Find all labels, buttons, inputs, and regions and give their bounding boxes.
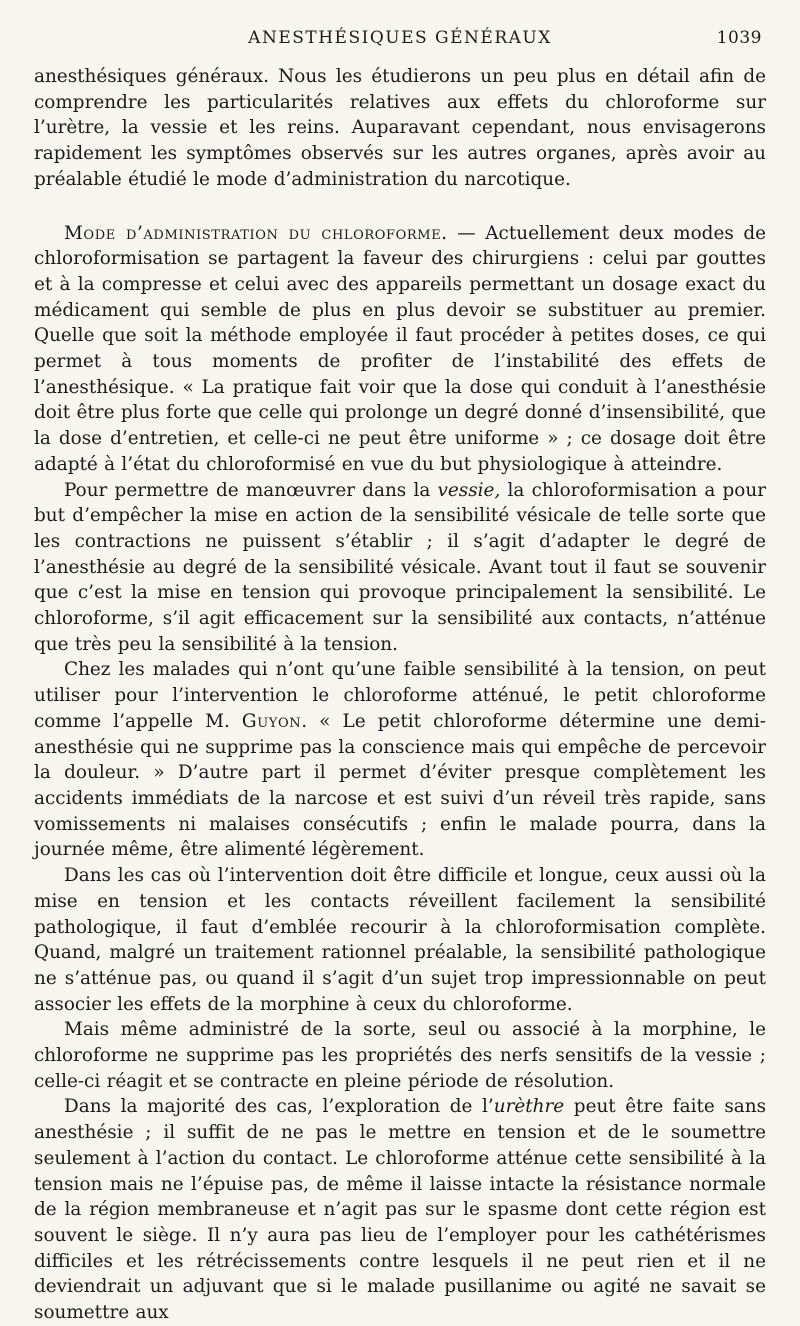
italic-term-urethre: urèthre <box>493 1096 565 1118</box>
paragraph-mode-administration <box>34 221 766 478</box>
paragraph-urethre <box>34 1094 766 1325</box>
paragraph-text: peut être faite sans anesthésie ; il suffit de ne pas le mettre en tension et de le soumettre seulement à l’action du contact. Le chloroforme atténue cette sensibilité à la tension mais ne l’épuise pas, de même il laisse intacte la résistance normale de la région membraneuse et n’agit pas sur le spasme dont cette région est souvent le siège. Il n’y aura pas lieu de l’employer pour les cathétérismes difficiles et les rétrécissements contre lesquels il ne peut rien et il ne deviendrait un adjuvant que si le malade pusillanime ou agité ne savait se soumettre aux <box>34 1096 767 1324</box>
paragraph-text: Pour permettre de manœuvrer dans la <box>64 479 438 501</box>
paragraph-continuation: anesthésiques généraux. Nous les étudierons un peu plus en détail afin de comprendre les particularités relatives aux effets du chloroforme sur l’urètre, la vessie et les reins. Auparavant cependant, nous envisagerons rapidement les symptômes observés sur les autres organes, après avoir au préalable étudié le mode d’administration du narcotique. <box>34 66 766 190</box>
running-header <box>34 28 766 54</box>
section-heading: Mode d’administration du chloroforme. <box>64 222 448 244</box>
page-number: 1039 <box>716 28 762 48</box>
paragraph-text: — Actuellement deux modes de chloroformisation se partagent la faveur des chirurgiens : celui par gouttes et à la compresse et celui avec des appareils permettant un dosage exact du médicament qui semble de plus en plus devoir se substituer au premier. Quelle que soit la méthode employée il faut procéder à petites doses, ce qui permet à tous moments de profiter de l’instabilité des effets de l’anesthésique. « La pratique fait voir que la dose qui conduit à l’anesthésie doit être plus forte que celle qui prolonge un degré donné d’insensibilité, que la dose d’entretien, et celle-ci ne peut être uniforme » ; ce dosage doit être adapté à l’état du chloroformisé en vue du but physiologique à atteindre. <box>34 222 766 475</box>
paragraph-text: . « Le petit chloroforme détermine une demi-anesthésie qui ne supprime pas la conscience mais qui empêche de percevoir la douleur. » D’autre part il permet d’éviter presque complètement les accidents immédiats de la narcose et est suivi d’un réveil très rapide, sans vomissements ni malaises consécutifs ; enfin le malade pourra, dans la journée même, être alimenté légèrement. <box>34 710 766 861</box>
paragraph-morphine: Mais même administré de la sorte, seul ou associé à la morphine, le chloroforme ne supprime pas les propriétés des nerfs sensitifs de la vessie ; celle-ci réagit et se contracte en pleine période de résolution. <box>34 1019 766 1092</box>
italic-term-vessie: vessie, <box>437 479 501 501</box>
running-title: ANESTHÉSIQUES GÉNÉRAUX <box>248 28 552 48</box>
author-name: Guyon <box>241 710 302 732</box>
section-divider <box>34 193 766 221</box>
paragraph-text: Chez les malades qui n’ont qu’une faible sensibilité à la tension, on peut utiliser pour l’intervention le chloroforme atténué, le petit chloroforme comme l’appelle M. <box>34 659 766 732</box>
page-body <box>34 64 766 1326</box>
paragraph-intervention-difficile: Dans les cas où l’intervention doit être difficile et longue, ceux aussi où la mise en tension et les contacts réveillent facilement la sensibilité pathologique, il faut d’emblée recourir à la chloroformisation complète. Quand, malgré un traitement rationnel préalable, la sensibilité pathologique ne s’atténue pas, ou quand il s’agit d’un sujet trop impressionnable on peut associer les effets de la morphine à ceux du chloroforme. <box>34 865 766 1015</box>
paragraph-vessie <box>34 478 766 658</box>
paragraph-petit-chloroforme <box>34 657 766 863</box>
paragraph-text: la chloroformisation a pour but d’empêcher la mise en action de la sensibilité vésicale de telle sorte que les contractions ne puissent s’établir ; il s’agit d’adapter le degré de l’anesthésie au degré de la sensibilité vésicale. Avant tout il faut se souvenir que c’est la mise en tension qui provoque principalement la sensibilité. Le chloroforme, s’il agit efficacement sur la sensibilité aux contacts, n’atténue que très peu la sensibilité à la tension. <box>34 479 767 655</box>
paragraph-text: Dans la majorité des cas, l’exploration de l’ <box>64 1096 494 1118</box>
